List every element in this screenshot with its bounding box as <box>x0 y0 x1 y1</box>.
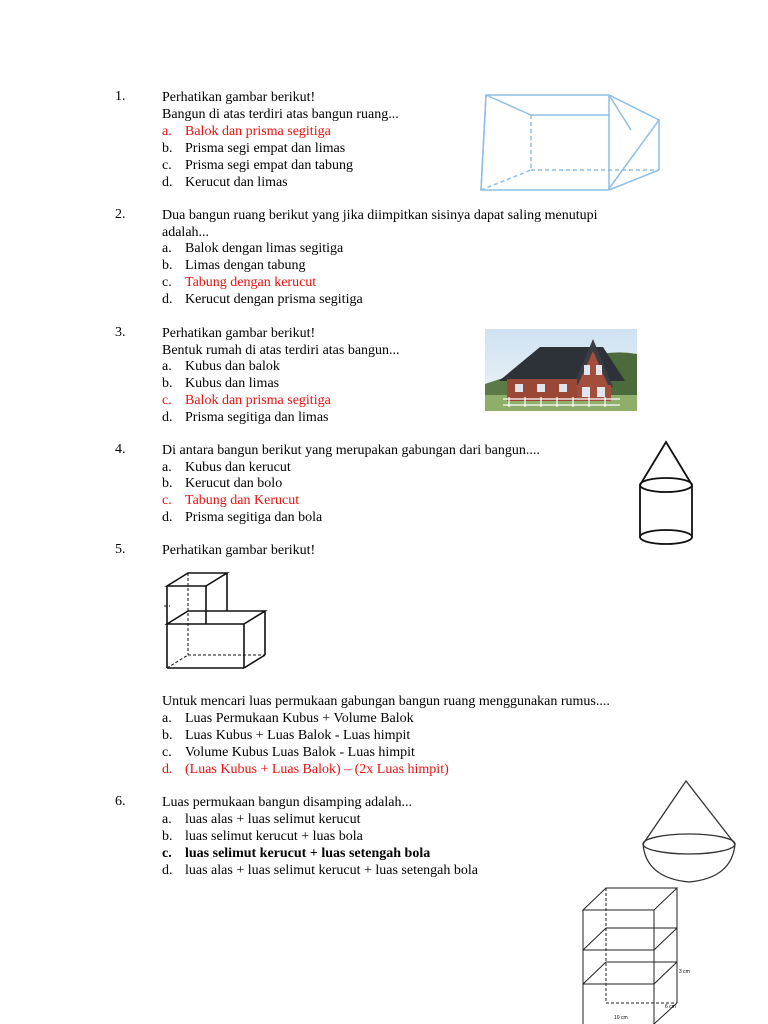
house-photo <box>485 329 637 411</box>
question-prompt: Untuk mencari luas permukaan gabungan bangun ruang menggunakan rumus.... <box>162 694 610 709</box>
question-number: 3. <box>115 325 126 340</box>
question-prompt: Bentuk rumah di atas terdiri atas bangun... <box>162 343 400 358</box>
stacked-cuboid-figure <box>577 885 697 1024</box>
question-prompt: Di antara bangun berikut yang merupakan gabungan dari bangun.... <box>162 443 540 458</box>
cube-cuboid-figure <box>162 568 270 674</box>
question-prompt: Perhatikan gambar berikut! <box>162 326 316 341</box>
dimension-label-height: 3 cm <box>679 969 690 975</box>
question-number: 6. <box>115 794 126 809</box>
question-number: 2. <box>115 207 126 222</box>
question-prompt: adalah... <box>162 225 210 240</box>
cone-cylinder-figure <box>636 438 696 548</box>
question-number: 5. <box>115 542 126 557</box>
question-number: 4. <box>115 442 126 457</box>
question-prompt: Bangun di atas terdiri atas bangun ruang... <box>162 107 399 122</box>
cone-hemisphere-figure <box>636 778 742 888</box>
prism-box-figure <box>476 90 662 196</box>
question-prompt: Perhatikan gambar berikut! <box>162 90 316 105</box>
question-prompt: Dua bangun ruang berikut yang jika diimpitkan sisinya dapat saling menutupi <box>162 208 598 223</box>
dimension-label-width: 10 cm <box>614 1015 628 1021</box>
question-prompt: Luas permukaan bangun disamping adalah... <box>162 795 412 810</box>
dimension-label-depth: 6 cm <box>665 1004 676 1010</box>
question-prompt: Perhatikan gambar berikut! <box>162 543 316 558</box>
question-number: 1. <box>115 89 126 104</box>
